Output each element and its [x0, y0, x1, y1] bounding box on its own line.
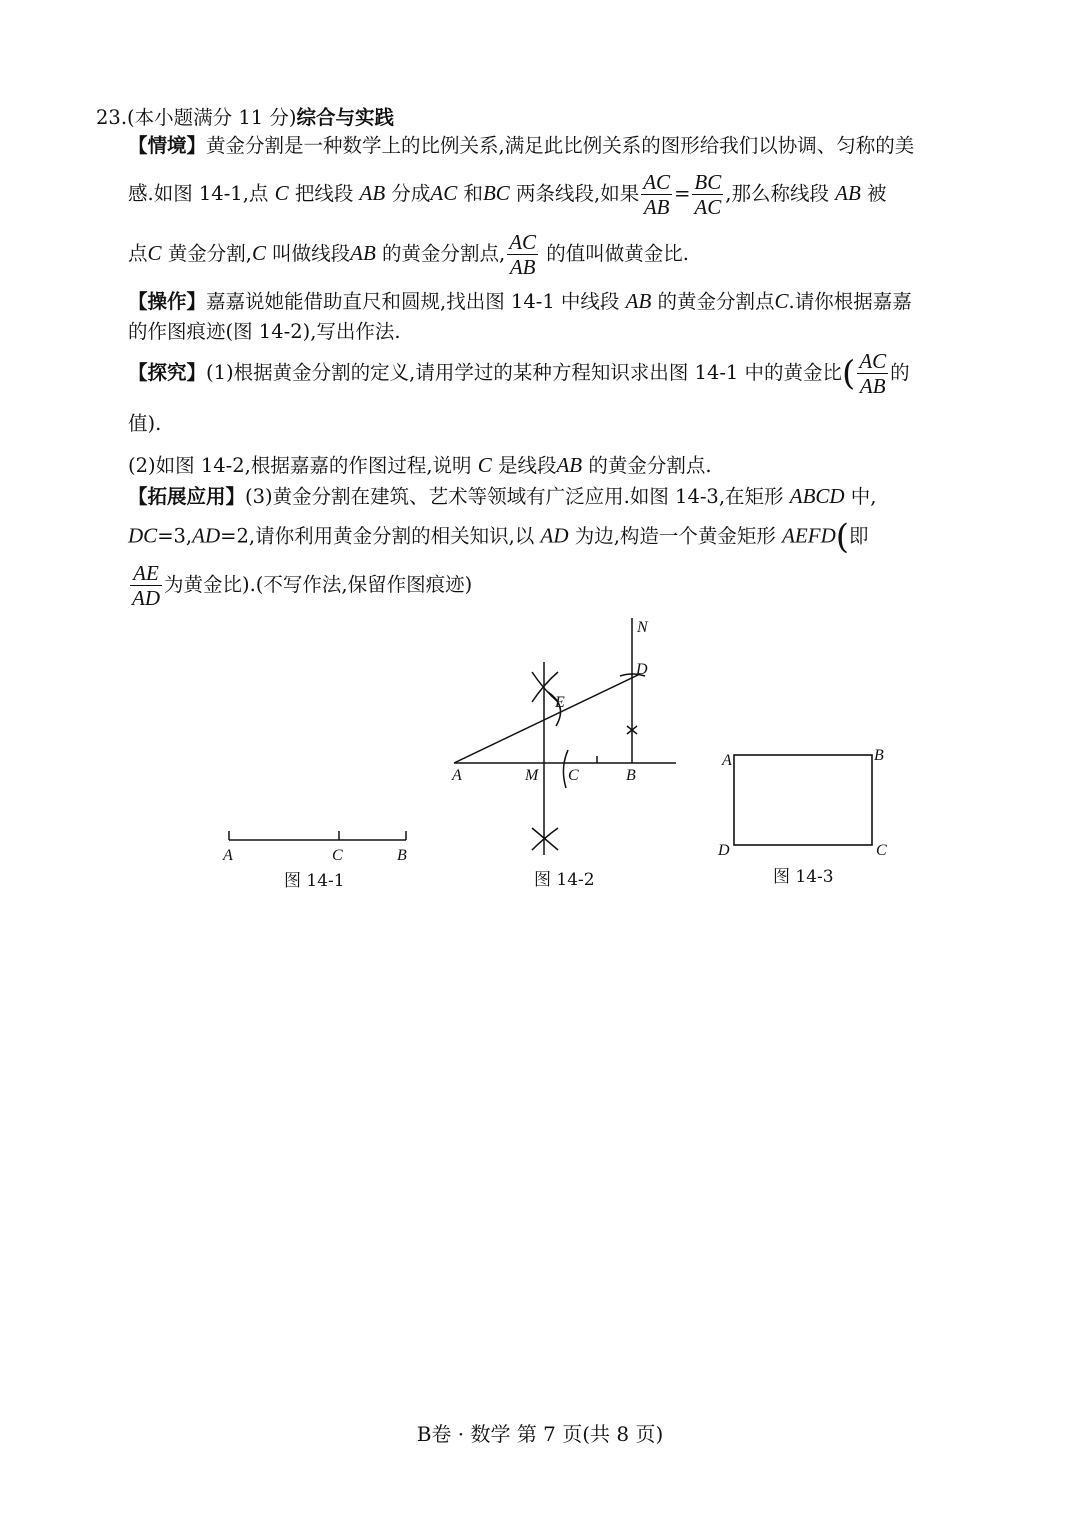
part2-text-c: 的黄金分割点.: [588, 454, 712, 477]
extend-tag: 【拓展应用】: [128, 485, 246, 508]
extend-text-2d: 即: [849, 524, 869, 548]
fig2-label-B: B: [626, 767, 636, 784]
fig2-label-C: C: [568, 767, 579, 784]
math-AB: AB: [556, 453, 583, 477]
context-text-3c: 叫做线段: [272, 242, 351, 265]
explore-text-2: 值).: [128, 412, 162, 435]
fig3-caption: 图 14-3: [773, 867, 834, 887]
operation-text-1b: 的黄金分割点: [657, 290, 775, 313]
explore-text-1: (1)根据黄金分割的定义,请用学过的某种方程知识求出图 14-1 中的黄金比: [206, 361, 843, 384]
math-AB: AB: [625, 289, 652, 313]
fig2-label-D: D: [636, 661, 648, 678]
extend-text-1-end: 中,: [850, 485, 877, 508]
part2-line: [128, 451, 712, 480]
figure-14-3: [715, 740, 895, 865]
context-line-2: 感.如图 14-1,点 C 把线段 AB 分成AC 和BC 两条线段,如果 $\frac{AC}{AB}$ = $\frac{BC}{AC}$ ,那么称线段 AB 被: [128, 169, 887, 219]
fig3-label-C: C: [876, 842, 887, 859]
fig1-label-B: B: [397, 847, 407, 864]
extend-line-3: [128, 560, 472, 610]
operation-line-2: [128, 318, 401, 346]
fig2-label-M: M: [525, 767, 539, 784]
math-C: C: [147, 241, 162, 265]
context-line-3: [128, 228, 689, 279]
context-line-1: [128, 132, 914, 160]
math-ABCD: ABCD: [789, 484, 845, 508]
context-text-3d: 的黄金分割点,: [382, 242, 506, 265]
context-text-2d: 和: [463, 182, 483, 205]
part2-text-a: (2)如图 14-2,根据嘉嘉的作图过程,说明: [128, 454, 472, 477]
math-C: C: [274, 181, 289, 205]
math-AD: AD: [192, 523, 221, 548]
extend-text-3: 为黄金比).(不写作法,保留作图痕迹): [164, 573, 473, 596]
question-header: [96, 104, 394, 132]
context-text-2e: 两条线段,如果: [516, 182, 640, 205]
math-C: C: [251, 241, 266, 265]
context-text-3b: 黄金分割,: [167, 242, 252, 265]
math-C: C: [774, 289, 789, 313]
extend-text-2c: 为边,构造一个黄金矩形: [574, 524, 776, 548]
fig2-caption: 图 14-2: [534, 870, 595, 890]
fig2-label-E: E: [555, 694, 565, 711]
math-AC: AC: [430, 181, 458, 205]
context-text-2f: ,那么称线段: [725, 182, 829, 205]
math-AB: AB: [350, 241, 376, 265]
question-number: 23.: [96, 106, 128, 129]
page-footer: B卷 · 数学 第 7 页(共 8 页): [416, 1422, 664, 1446]
math-AD: AD: [540, 523, 569, 548]
math-BC: BC: [482, 181, 510, 205]
score-note: (本小题满分 11 分): [127, 106, 297, 129]
extend-text-2a: =3,: [157, 524, 193, 548]
fig3-label-B: B: [874, 747, 884, 764]
operation-text-1a: 嘉嘉说她能借助直尺和圆规,找出图 14-1 中线段: [206, 290, 620, 313]
fig1-label-C: C: [332, 847, 343, 864]
extend-line-2: DC=3,AD=2,请你利用黄金分割的相关知识,以 AD 为边,构造一个黄金矩形 AEFD(即: [128, 517, 869, 557]
context-text-2c: 分成: [391, 182, 431, 205]
math-C: C: [477, 453, 492, 477]
extend-line-1: [128, 482, 876, 511]
context-text-3e: 的值叫做黄金比.: [546, 242, 689, 265]
context-text-3a: 点: [128, 242, 148, 265]
explore-tag: 【探究】: [128, 361, 207, 384]
fraction-ac-ab: $\frac{AC}{AB}$: [859, 348, 887, 398]
figure-14-2: [440, 610, 690, 860]
explore-text-1-end: 的: [890, 361, 910, 384]
context-tag: 【情境】: [128, 134, 207, 157]
operation-text-1c: .请你根据嘉嘉: [788, 290, 912, 313]
context-text-2a: 感.如图 14-1,点: [128, 182, 269, 205]
context-text-2g: 被: [867, 182, 887, 205]
extend-text-1: (3)黄金分割在建筑、艺术等领域有广泛应用.如图 14-3,在矩形: [245, 485, 784, 508]
fig3-label-D: D: [718, 842, 730, 859]
section-title: 综合与实践: [296, 106, 394, 129]
fig2-label-N: N: [637, 619, 648, 636]
fraction-ac-ab: $\frac{AC}{AB}$: [509, 229, 537, 279]
math-AEFD: AEFD: [782, 523, 836, 548]
operation-line-1: [128, 287, 912, 316]
fraction-bc-ac: $\frac{BC}{AC}$: [694, 169, 722, 219]
explore-line-2: [128, 410, 161, 438]
fig1-caption: 图 14-1: [284, 871, 345, 891]
context-text-2b: 把线段: [294, 182, 354, 205]
math-AB: AB: [359, 181, 386, 205]
operation-tag: 【操作】: [128, 290, 207, 313]
part2-text-b: 是线段: [497, 454, 557, 477]
math-AB: AB: [835, 181, 861, 205]
fig3-label-A: A: [722, 752, 732, 769]
extend-text-2b: =2,请你利用黄金分割的相关知识,以: [220, 524, 535, 548]
math-DC: DC: [128, 523, 158, 548]
fig2-label-A: A: [452, 767, 462, 784]
fraction-ac-ab: $\frac{AC}{AB}$: [643, 169, 671, 219]
explore-line-1: 【探究】(1)根据黄金分割的定义,请用学过的某种方程知识求出图 14-1 中的黄金比( $\frac{AC}{AB}$ 的: [128, 348, 910, 398]
fig1-label-A: A: [223, 847, 233, 864]
figure-14-1: [220, 820, 420, 870]
operation-text-2: 的作图痕迹(图 14-2),写出作法.: [128, 320, 401, 343]
context-text-1: 黄金分割是一种数学上的比例关系,满足此比例关系的图形给我们以协调、匀称的美: [206, 134, 915, 157]
fraction-ae-ad: $\frac{AE}{AD}$: [132, 560, 160, 610]
